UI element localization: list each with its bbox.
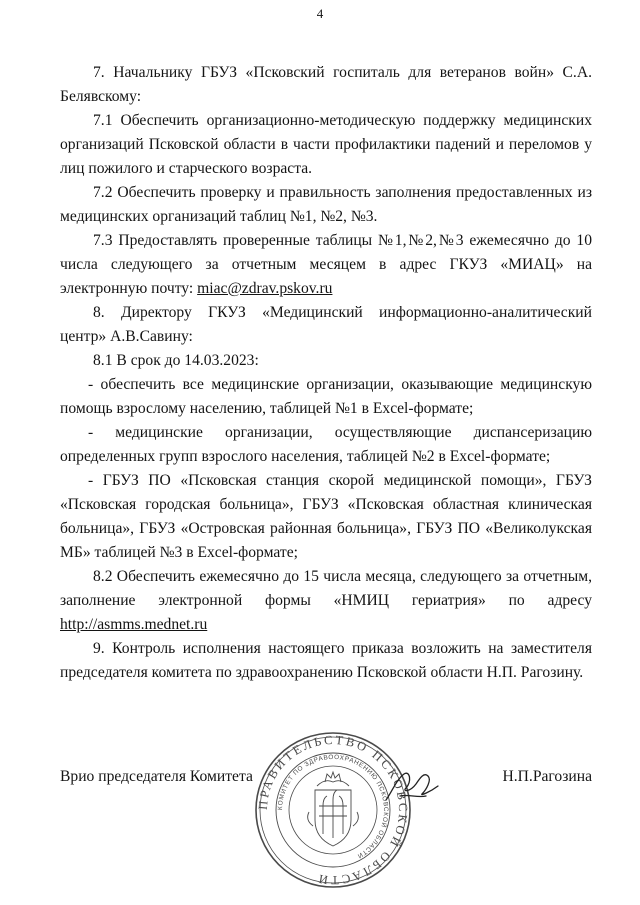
paragraph-7-2: 7.2 Обеспечить проверку и правильность заполнения предоставленных из медицинских организаций таблиц №1, №2, №3. [60, 184, 592, 225]
paragraph-7-1: 7.1 Обеспечить организационно-методическую поддержку медицинских организаций Псковской области в части профилактики падений и переломов у лиц пожилого и старческого возраста. [60, 112, 592, 177]
seal-outer-text-path: ПРАВИТЕЛЬСТВО ПСКОВСКОЙ ОБЛАСТИ [255, 732, 411, 888]
seal-outer-text [256, 733, 410, 887]
document-body [60, 61, 592, 685]
website-link[interactable]: http://asmms.mednet.ru [60, 616, 208, 633]
page-number: 4 [316, 6, 324, 21]
email-link[interactable]: miac@zdrav.pskov.ru [197, 280, 333, 297]
list-item-8-1-a: - обеспечить все медицинские организации, оказывающие медицинскую помощь взрослому населению, таблицей №1 в Excel-формате; [60, 376, 592, 417]
paragraph-7-3 [60, 229, 592, 301]
paragraph-9: 9. Контроль исполнения настоящего приказа возложить на заместителя председателя комитета по здравоохранению Псковской области Н.П. Рагозину. [60, 640, 592, 681]
official-seal [253, 730, 413, 890]
signatory-position: Врио председателя Комитета [60, 768, 253, 785]
paragraph-8-1: 8.1 В срок до 14.03.2023: [93, 352, 259, 369]
list-item-8-1-c: - ГБУЗ ПО «Псковская станция скорой медицинской помощи», ГБУЗ «Псковская городская больница», ГБУЗ «Псковская областная клиническая больница», ГБУЗ «Островская районная больница», ГБУЗ ПО «Великолукская МБ» таблицей №3 в Excel-формате; [60, 472, 592, 561]
paragraph-8-2 [60, 565, 592, 637]
paragraph-7-3-text: 7.3 Предоставлять проверенные таблицы №1,№2,№3 ежемесячно до 10 числа следующего за отчетным месяцем в адрес ГКУЗ «МИАЦ» на электронную почту: [60, 232, 592, 297]
paragraph-8-2-text: 8.2 Обеспечить ежемесячно до 15 числа месяца, следующего за отчетным, заполнение электронной формы «НМИЦ гериатрия» по адресу [60, 568, 592, 609]
seal-inner-text-path: КОМИТЕТ ПО ЗДРАВООХРАНЕНИЮ ПСКОВСКОЙ ОБЛАСТИ [276, 753, 390, 860]
paragraph-8: 8. Директору ГКУЗ «Медицинский информационно-аналитический центр» А.В.Савину: [60, 304, 592, 345]
paragraph-7: 7. Начальнику ГБУЗ «Псковский госпиталь для ветеранов войн» С.А. Белявскому: [60, 64, 592, 105]
handwritten-signature [382, 762, 444, 808]
signature-block [60, 765, 592, 789]
signatory-name: Н.П.Рагозина [502, 768, 592, 785]
list-item-8-1-b: - медицинские организации, осуществляющие диспансеризацию определенных групп взрослого населения, таблицей №2 в Excel-формате; [60, 424, 592, 465]
